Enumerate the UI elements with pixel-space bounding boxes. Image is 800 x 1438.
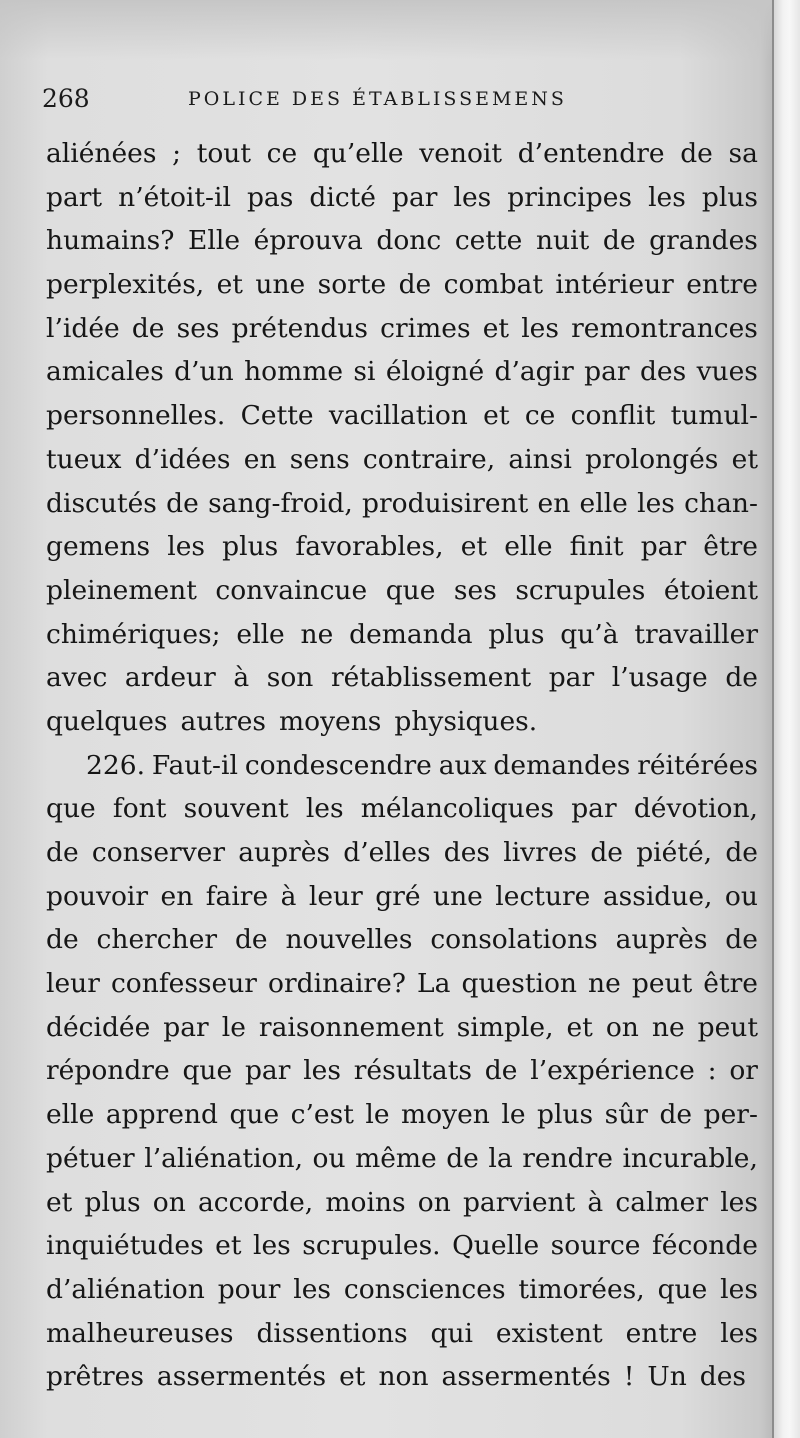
word: réitérées (637, 749, 758, 781)
word: ne (588, 968, 621, 1000)
word: ! (623, 1361, 635, 1393)
word: question (461, 968, 577, 1000)
word: pétuer (46, 1142, 135, 1174)
word: demandes (493, 749, 631, 781)
word: que (46, 793, 96, 825)
word: personnelles. (46, 400, 226, 432)
word: accorde, (198, 1186, 314, 1218)
word: par (163, 1011, 209, 1043)
word: sa (728, 138, 758, 169)
word: peut (631, 968, 693, 1000)
word: plus (701, 181, 758, 213)
word: par (571, 793, 617, 825)
word: chimériques; (46, 618, 221, 650)
word: humains? (46, 225, 175, 257)
word: conflit (570, 400, 656, 432)
word: elle (46, 1099, 95, 1131)
word: conserver (91, 837, 226, 868)
word: non (378, 1361, 429, 1393)
word: dicté (309, 181, 376, 213)
word: par (584, 356, 630, 388)
text-line (46, 1268, 758, 1312)
word: pleinement (46, 574, 197, 606)
word: de (234, 924, 268, 956)
word: chan- (684, 487, 758, 519)
word: font (112, 793, 167, 825)
word: de (446, 1142, 479, 1174)
word: cette (454, 225, 523, 257)
word: les (167, 531, 206, 563)
word: travailler (634, 618, 758, 650)
word: leur (308, 880, 363, 912)
word: pas (246, 181, 294, 213)
word: source (550, 1230, 641, 1262)
word: et (46, 1186, 73, 1218)
word: Un (647, 1361, 687, 1393)
word: qu’elle (312, 138, 404, 169)
word: nuit (535, 225, 590, 257)
word: pour (217, 1273, 281, 1305)
word: gré (375, 880, 421, 912)
word: prêtres (46, 1361, 144, 1393)
word: homme (244, 356, 344, 388)
word: répondre (46, 1055, 170, 1087)
word: ne (300, 618, 334, 650)
word: et (731, 443, 758, 475)
word: même (355, 1142, 437, 1174)
word: mélancoliques (360, 793, 554, 825)
word: scrupules (515, 574, 646, 606)
body-text (46, 132, 758, 1399)
word: or (729, 1055, 758, 1087)
word: de (725, 837, 758, 868)
word: de (398, 269, 432, 301)
word: piété, (636, 837, 713, 868)
word: aliénées (46, 138, 157, 169)
word: sorte (317, 269, 387, 301)
word: on (152, 1186, 186, 1218)
word: les (720, 1186, 758, 1218)
text-line (46, 962, 758, 1006)
word: prolongés (585, 443, 719, 475)
word: être (703, 968, 758, 1000)
word: assermentés (441, 1361, 611, 1393)
word: Cette (240, 400, 314, 432)
word: Quelle (452, 1230, 540, 1262)
word: en (160, 880, 194, 912)
word: ; (172, 138, 182, 169)
word: on (605, 1011, 639, 1043)
text-line (46, 656, 758, 700)
word: l’idée (46, 312, 120, 344)
word: de (46, 837, 79, 868)
text-line (46, 918, 758, 962)
word: par (640, 531, 687, 563)
word: en (537, 487, 571, 519)
word: ou (724, 880, 758, 912)
word: les (453, 181, 492, 213)
word: dissentions (256, 1317, 408, 1349)
word: de (131, 312, 165, 344)
word: une (433, 880, 483, 912)
word: : (707, 1055, 717, 1087)
word: souvent (183, 793, 289, 825)
word: les (720, 1317, 758, 1349)
word: l’usage (611, 662, 708, 694)
word: contraire, (362, 443, 496, 475)
word: à (233, 662, 250, 694)
word: et (216, 269, 243, 301)
word: auprès (238, 837, 331, 868)
word: l’aliénation, (144, 1142, 304, 1174)
word: parvient (462, 1186, 576, 1218)
word: étoient (663, 574, 758, 606)
text-line (46, 132, 758, 176)
word: ou (312, 1142, 346, 1174)
word: les (521, 312, 559, 344)
word: peut (697, 1011, 758, 1043)
word: les (720, 1273, 758, 1305)
word: d’idées (134, 443, 231, 475)
word: vacillation (328, 400, 468, 432)
page-edge (772, 0, 800, 1438)
word: Elle (188, 225, 241, 257)
page-number: 268 (42, 84, 90, 113)
word: produisirent (362, 487, 529, 519)
word: sûr (604, 1099, 648, 1131)
word: pouvoir (46, 880, 149, 912)
word: prétendus (231, 312, 369, 344)
word: le (365, 1099, 390, 1131)
text-line (46, 1049, 758, 1093)
word: convaincue (215, 574, 368, 606)
word: les (252, 1230, 291, 1262)
word: scrupules. (302, 1230, 441, 1262)
text-line (46, 1355, 758, 1399)
word: confesseur (110, 968, 257, 1000)
word: de (166, 487, 199, 519)
text-line (46, 569, 758, 613)
word: donc (376, 225, 442, 257)
word: des (699, 1361, 747, 1393)
word: qui (430, 1317, 473, 1349)
text-line (46, 875, 758, 919)
word: consciences (343, 1273, 506, 1305)
word: à (280, 880, 297, 912)
word: on (417, 1186, 451, 1218)
word: son (266, 662, 314, 694)
word: une (255, 269, 306, 301)
text-line (46, 525, 758, 569)
text-line (46, 350, 758, 394)
word: tueux (46, 443, 122, 475)
word: perplexités, (46, 269, 205, 301)
word: d’un (174, 356, 234, 388)
word: l’expérience (530, 1055, 695, 1087)
text-line (46, 176, 758, 220)
text-line (46, 1312, 758, 1356)
word: à (587, 1186, 604, 1218)
word: per- (703, 1099, 758, 1131)
text-line (46, 219, 758, 263)
word: aux (438, 749, 487, 781)
word: d’aliénation (46, 1273, 205, 1305)
page-header (42, 84, 632, 114)
word: ses (453, 574, 497, 606)
word: le (501, 1099, 526, 1131)
word: tumul- (670, 400, 758, 432)
word: simple, (456, 1011, 554, 1043)
text-line (46, 438, 758, 482)
word: qu’à (560, 618, 619, 650)
word: leur (46, 968, 100, 1000)
word: malheureuses (46, 1317, 234, 1349)
word: grandes (649, 225, 758, 257)
text-line (46, 613, 758, 657)
page-top-shadow (0, 0, 800, 60)
word: de (46, 924, 79, 956)
word: ainsi (508, 443, 572, 475)
word: ordinaire? (268, 968, 406, 1000)
text-line (46, 1224, 758, 1268)
word: ne (651, 1011, 685, 1043)
word: rendre (522, 1142, 613, 1174)
word: et (460, 531, 488, 563)
word: de (659, 1099, 693, 1131)
word: sang-froid, (208, 487, 353, 519)
word: féconde (651, 1230, 758, 1262)
word: gemens (46, 531, 151, 563)
word: livres (503, 837, 578, 868)
word: faire (205, 880, 269, 912)
word: d’agir (494, 356, 574, 388)
word: que (182, 1055, 233, 1087)
word: par (392, 181, 438, 213)
word: la (488, 1142, 513, 1174)
text-line (46, 307, 758, 351)
word: nouvelles (285, 924, 413, 956)
word: plus (537, 1099, 594, 1131)
word: ses (176, 312, 220, 344)
word: de (680, 138, 713, 169)
word: ce (524, 400, 556, 432)
running-title: POLICE DES ÉTABLISSEMENS (188, 88, 567, 110)
word: et (339, 1361, 366, 1393)
word: par (548, 662, 595, 694)
word: plus (222, 531, 279, 563)
word: sens (289, 443, 350, 475)
word: entre (625, 1317, 698, 1349)
word: vues (696, 356, 758, 388)
word: raisonnement (258, 1011, 444, 1043)
word: et (482, 312, 510, 344)
word: part (46, 181, 103, 213)
word: les (648, 181, 686, 213)
word: demanda (349, 618, 473, 650)
word: elle (579, 487, 628, 519)
text-line (46, 831, 758, 875)
word: quelques (46, 705, 168, 737)
word: chercher (96, 924, 218, 956)
word: amicales (46, 356, 164, 388)
text-line (46, 263, 758, 307)
word: si (353, 356, 376, 388)
word: 226. (86, 749, 146, 781)
text-line (46, 1181, 758, 1225)
word: venoit (419, 138, 503, 169)
word: par (244, 1055, 291, 1087)
word: physiques. (394, 705, 538, 737)
word: moins (325, 1186, 406, 1218)
word: dévotion, (633, 793, 758, 825)
word: les (303, 1055, 341, 1087)
word: elle (504, 531, 553, 563)
word: et (566, 1011, 593, 1043)
word: d’entendre (517, 138, 665, 169)
word: que (385, 574, 436, 606)
word: condescendre (244, 749, 432, 781)
word: calmer (615, 1186, 709, 1218)
word: éloigné (385, 356, 485, 388)
word: autres (180, 705, 266, 737)
word: crimes (380, 312, 471, 344)
word: le (221, 1011, 246, 1043)
word: et (215, 1230, 242, 1262)
word: ardeur (124, 662, 216, 694)
text-line (46, 482, 758, 526)
text-line (46, 700, 758, 744)
word: favorables, (295, 531, 444, 563)
word: plus (84, 1186, 141, 1218)
word: n’étoit-il (118, 181, 231, 213)
word: éprouva (253, 225, 363, 257)
word: les (637, 487, 675, 519)
text-line (46, 394, 758, 438)
word: des (639, 356, 687, 388)
word: tout (196, 138, 252, 169)
word: des (443, 837, 491, 868)
word: assermentés (156, 1361, 327, 1393)
word: résultats (353, 1055, 472, 1087)
word: décidée (46, 1011, 151, 1043)
word: consolations (430, 924, 598, 956)
text-line (46, 1006, 758, 1050)
word: combat (443, 269, 543, 301)
word: ce (266, 138, 298, 169)
word: plus (488, 618, 545, 650)
word: inquiétudes (46, 1230, 204, 1262)
word: incurable, (622, 1142, 758, 1174)
word: intérieur (555, 269, 674, 301)
word: être (703, 531, 758, 563)
word: que (229, 1099, 280, 1131)
word: existent (495, 1317, 603, 1349)
word: moyen (401, 1099, 490, 1131)
text-line (46, 787, 758, 831)
word: d’elles (343, 837, 431, 868)
word: timorées, (518, 1273, 645, 1305)
text-line (46, 1137, 758, 1181)
word: assidue, (602, 880, 713, 912)
word: rétablissement (330, 662, 532, 694)
word: La (417, 968, 451, 1000)
word: en (243, 443, 277, 475)
word: apprend (105, 1099, 218, 1131)
word: discutés (46, 487, 157, 519)
word: Faut-il (151, 749, 238, 781)
word: et (483, 400, 510, 432)
word: lecture (495, 880, 591, 912)
word: elle (236, 618, 285, 650)
word: de (590, 837, 623, 868)
text-line (46, 744, 758, 788)
word: entre (686, 269, 758, 301)
word: principes (507, 181, 633, 213)
word: de (484, 1055, 518, 1087)
word: avec (46, 662, 108, 694)
word: remontrances (571, 312, 758, 344)
word: que (657, 1273, 708, 1305)
word: de (725, 924, 758, 956)
word: moyens (278, 705, 382, 737)
word: auprès (615, 924, 708, 956)
word: finit (569, 531, 624, 563)
word: les (305, 793, 344, 825)
word: les (293, 1273, 332, 1305)
word: de (602, 225, 636, 257)
text-line (46, 1093, 758, 1137)
word: c’est (290, 1099, 354, 1131)
word: de (725, 662, 758, 694)
